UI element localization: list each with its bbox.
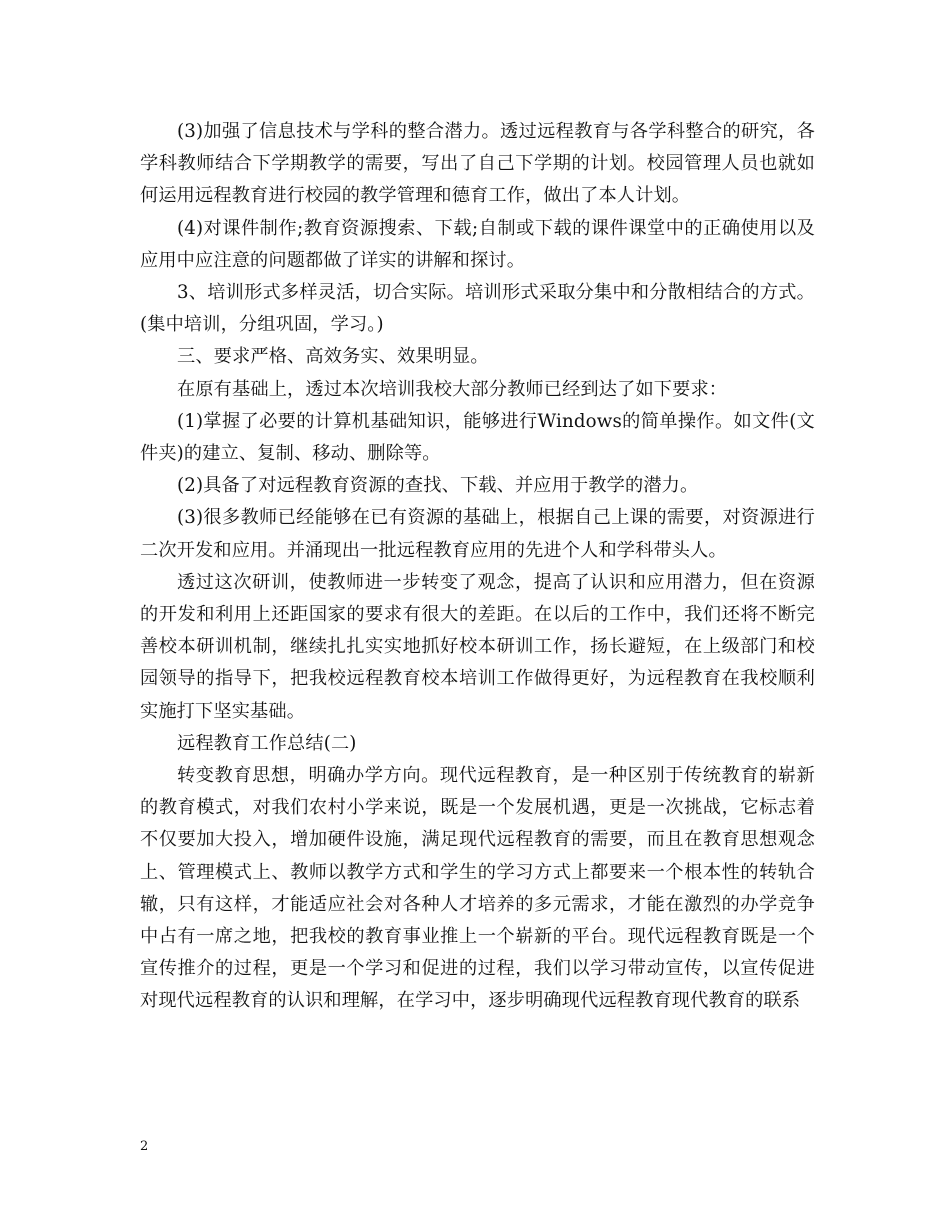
section-heading-summary-two: 远程教育工作总结(二)	[177, 732, 357, 754]
paragraph-education-thinking: 转变教育思想，明确办学方向。现代远程教育，是一种区别于传统教育的崭新的教育模式，对我们农村小学来说，既是一个发展机遇，更是一次挑战，它标志着不仅要加大投入，增加硬件设施，满足现代远程教育的需要，而且在教育思想观念上、管理模式上、教师以教学方式和学生的学习方式上都要来一个根本性的转轨合辙，只有这样，才能适应社会对各种人才培养的多元需求，才能在激烈的办学竞争中占有一席之地，把我校的教育事业推上一个崭新的平台。现代远程教育既是一个宣传推介的过程，更是一个学习和促进的过程，我们以学习带动宣传，以宣传促进对现代远程教育的认识和理解，在学习中，逐步明确现代远程教育现代教育的联系	[140, 765, 815, 1012]
paragraph-integration-ability: (3)加强了信息技术与学科的整合潜力。透过远程教育与各学科整合的研究，各学科教师结合下学期教学的需要，写出了自己下学期的计划。校园管理人员也就如何运用远程教育进行校园的教学管理和德育工作，做出了本人计划。	[140, 121, 815, 207]
page-number: 2	[140, 1139, 149, 1154]
paragraph-conclusion: 透过这次研训，使教师进一步转变了观念，提高了认识和应用潜力，但在资源的开发和利用上还距国家的要求有很大的差距。在以后的工作中，我们还将不断完善校本研训机制，继续扎扎实实地抓好校本研训工作，扬长避短，在上级部门和校园领导的指导下，把我校远程教育校本培训工作做得更好，为远程教育在我校顺利实施打下坚实基础。	[140, 571, 815, 722]
section-heading-requirements: 三、要求严格、高效务实、效果明显。	[177, 346, 489, 368]
paragraph-resource-search: (2)具备了对远程教育资源的查找、下载、并应用于教学的潜力。	[177, 475, 699, 497]
paragraph-requirements-intro: 在原有基础上，透过本次培训我校大部分教师已经到达了如下要求：	[177, 378, 728, 400]
paragraph-courseware: (4)对课件制作;教育资源搜索、下载;自制或下载的课件课堂中的正确使用以及应用中应注意的问题都做了详实的讲解和探讨。	[140, 217, 815, 271]
paragraph-secondary-development: (3)很多教师已经能够在已有资源的基础上，根据自己上课的需要，对资源进行二次开发和应用。并涌现出一批远程教育应用的先进个人和学科带头人。	[140, 507, 815, 561]
paragraph-training-format: 3、培训形式多样灵活，切合实际。培训形式采取分集中和分散相结合的方式。(集中培训，分组巩固，学习。)	[140, 282, 815, 336]
paragraph-computer-skills: (1)掌握了必要的计算机基础知识，能够进行Windows的简单操作。如文件(文件夹)的建立、复制、移动、删除等。	[140, 410, 815, 465]
document-body	[140, 116, 815, 1018]
